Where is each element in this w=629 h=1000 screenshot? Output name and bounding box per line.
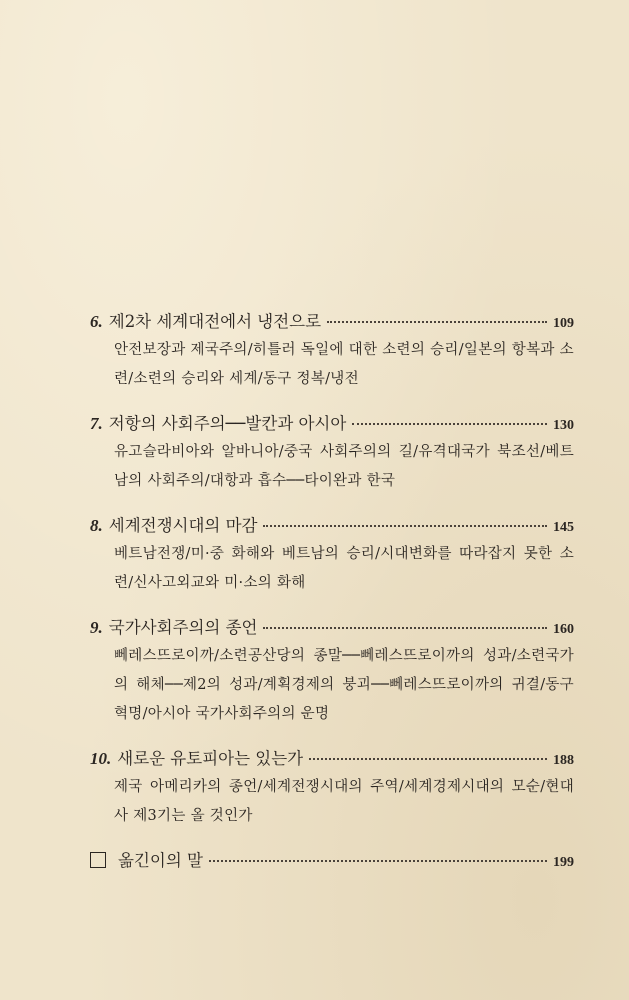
chapter-number: 6. (90, 312, 103, 331)
toc-entry-title-row (90, 410, 574, 438)
page-number: 188 (553, 753, 574, 768)
square-box-icon (90, 852, 106, 868)
chapter-number: 10. (90, 749, 112, 768)
chapter-number: 9. (90, 618, 103, 637)
toc-entry-10 (90, 745, 574, 831)
toc-entry-6 (90, 308, 574, 394)
dot-leader (209, 860, 547, 862)
chapter-title: 새로운 유토피아는 있는가 (117, 749, 304, 768)
dot-leader (309, 758, 547, 760)
toc-entry-title-row (90, 512, 574, 540)
toc-entry-translator-note (90, 847, 574, 875)
toc-entry-title-row (90, 308, 574, 336)
dot-leader (352, 423, 547, 425)
chapter-description: 뻬레스뜨로이까/소련공산당의 종말──뻬레스뜨로이까의 성과/소련국가의 해체──제2의 성과/계획경제의 붕괴──뻬레스뜨로이까의 귀결/동구혁명/아시아 국가사회주의의 운명 (114, 648, 574, 722)
chapter-title: 저항의 사회주의──발칸과 아시아 (108, 414, 347, 433)
chapter-title: 국가사회주의의 종언 (108, 618, 258, 637)
toc-entry-9 (90, 614, 574, 729)
translator-note-title: 옮긴이의 말 (118, 851, 203, 870)
chapter-description: 베트남전쟁/미·중 화해와 베트남의 승리/시대변화를 따라잡지 못한 소련/신사고외교와 미·소의 화해 (114, 546, 574, 591)
dot-leader (263, 627, 547, 629)
toc-entry-8 (90, 512, 574, 598)
page-number: 199 (553, 855, 574, 870)
page-number: 145 (553, 520, 574, 535)
toc-entry-title-row (90, 614, 574, 642)
dot-leader (263, 525, 547, 527)
page-number: 130 (553, 418, 574, 433)
chapter-description: 제국 아메리카의 종언/세계전쟁시대의 주역/세계경제시대의 모순/현대사 제3기는 올 것인가 (114, 779, 574, 824)
toc-entry-title-row (90, 745, 574, 773)
chapter-description: 유고슬라비아와 알바니아/중국 사회주의의 길/유격대국가 북조선/베트남의 사회주의/대항과 흡수──타이완과 한국 (114, 444, 574, 489)
chapter-title: 세계전쟁시대의 마감 (108, 516, 258, 535)
chapter-number: 7. (90, 414, 103, 433)
page-number: 109 (553, 316, 574, 331)
chapter-description: 안전보장과 제국주의/히틀러 독일에 대한 소련의 승리/일본의 항복과 소련/소련의 승리와 세계/동구 정복/냉전 (114, 342, 574, 387)
toc-entry-7 (90, 410, 574, 496)
table-of-contents (90, 308, 574, 875)
page-number: 160 (553, 622, 574, 637)
chapter-number: 8. (90, 516, 103, 535)
chapter-title: 제2차 세계대전에서 냉전으로 (108, 312, 322, 331)
dot-leader (327, 321, 547, 323)
